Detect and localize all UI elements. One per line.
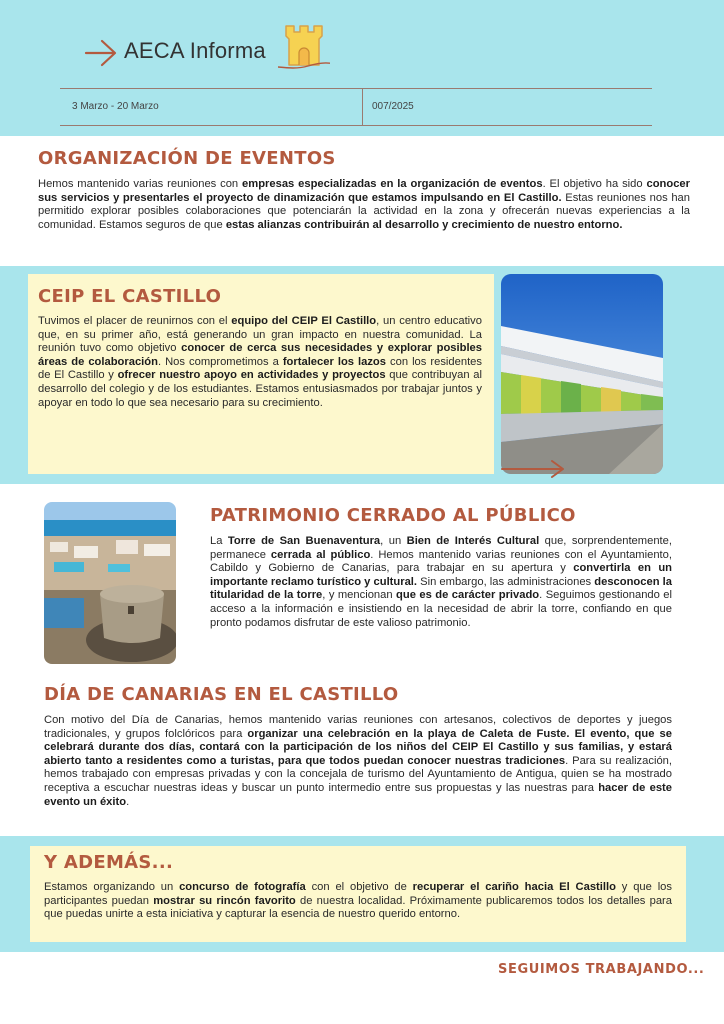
castle-logo-icon	[278, 20, 330, 74]
footer-tagline: SEGUIMOS TRABAJANDO...	[498, 962, 705, 977]
newsletter-header	[0, 0, 724, 136]
section-title: Y ADEMÁS...	[44, 852, 174, 873]
section-body: Hemos mantenido varias reuniones con empresas especializadas en la organización de eventos. El objetivo ha sido conocer sus servicios y presentarles el proyecto de dinamización que estamos impulsando en El Castillo. Estas reuniones nos han permitido explorar posibles colaboraciones que potenciarán la actividad en la zona y ofrecerán nuevas experiencias a la comunidad. Estamos seguros de que estas alianzas contribuirán al desarrollo y crecimiento de nuestro entorno.	[38, 178, 691, 231]
issue-number: 007/2025	[372, 101, 414, 112]
school-photo	[501, 274, 663, 474]
header-divider	[362, 88, 363, 126]
section-title: CEIP EL CASTILLO	[38, 286, 222, 307]
section-body: Con motivo del Día de Canarias, hemos mantenido varias reuniones con artesanos, colectivos de deportes y juegos tradicionales, y grupos folclóricos para organizar una celebración en la playa de Caleta de Fuste. El evento, que se celebrará durante dos días, contará con la participación de los niños del CEIP El Castillo y sus familias, y estará abierto tanto a residentes como a turistas, para que todos puedan conocer nuestras tradiciones. Para su realización, hemos trabajado con empresas privadas y con la concejala de turismo del Ayuntamiento de Antigua, quien se ha mostrado receptiva a escuchar nuestras ideas y buscar un punto intermedio entre sus propuestas y las nuestras para hacer de este evento un éxito.	[44, 714, 673, 808]
arrow-right-icon	[84, 38, 118, 68]
section-canarias	[44, 684, 672, 809]
section-ceip	[28, 274, 494, 474]
header-rule-bottom	[60, 125, 652, 126]
section-eventos	[38, 148, 690, 232]
section-title: PATRIMONIO CERRADO AL PÚBLICO	[210, 505, 576, 526]
castle-photo	[44, 502, 176, 664]
header-rule-top	[60, 88, 652, 89]
section-body: Tuvimos el placer de reunirnos con el equipo del CEIP El Castillo, un centro educativo que, en su primer año, está generando un gran impacto en nuestra comunidad. La reunión tuvo como objetivo conocer de cerca sus necesidades y explorar posibles áreas de colaboración. Nos comprometimos a fortalecer los lazos con los residentes de El Castillo y ofrecer nuestro apoyo en actividades y proyectos que contribuyan al desarrollo del colegio y de los estudiantes. Estamos entusiasmados por trabajar juntos y apoyar en todo lo que sea necesario para su crecimiento.	[38, 315, 482, 409]
section-body: Estamos organizando un concurso de fotografía con el objetivo de recuperar el cariño hacia El Castillo y que los participantes puedan mostrar su rincón favorito de nuestra localidad. Próximamente publicaremos todos los detalles para que puedas unirte a esta iniciativa y capturar la esencia de nuestro querido entorno.	[44, 881, 673, 921]
brand-title: AECA Informa	[124, 38, 266, 63]
section-body: La Torre de San Buenaventura, un Bien de Interés Cultural que, sorprendentemente, permanece cerrada al público. Hemos mantenido varias reuniones con el Ayuntamiento, Cabildo y Gobierno de Canarias, para trabajar en su apertura y convertirla en un importante reclamo turístico y cultural. Sin embargo, las administraciones desconocen la titularidad de la torre, y mencionan que es de carácter privado. Seguimos gestionando el acceso a la información e insistiendo en la necesidad de abrir la torre, confiando en que pronto podamos disfrutar de este valioso patrimonio.	[210, 535, 673, 629]
section-title: ORGANIZACIÓN DE EVENTOS	[38, 148, 336, 169]
date-range: 3 Marzo - 20 Marzo	[72, 101, 159, 112]
section-ademas	[30, 846, 686, 942]
section-patrimonio	[210, 505, 672, 630]
section-title: DÍA DE CANARIAS EN EL CASTILLO	[44, 684, 399, 705]
arrow-right-icon	[500, 458, 566, 480]
